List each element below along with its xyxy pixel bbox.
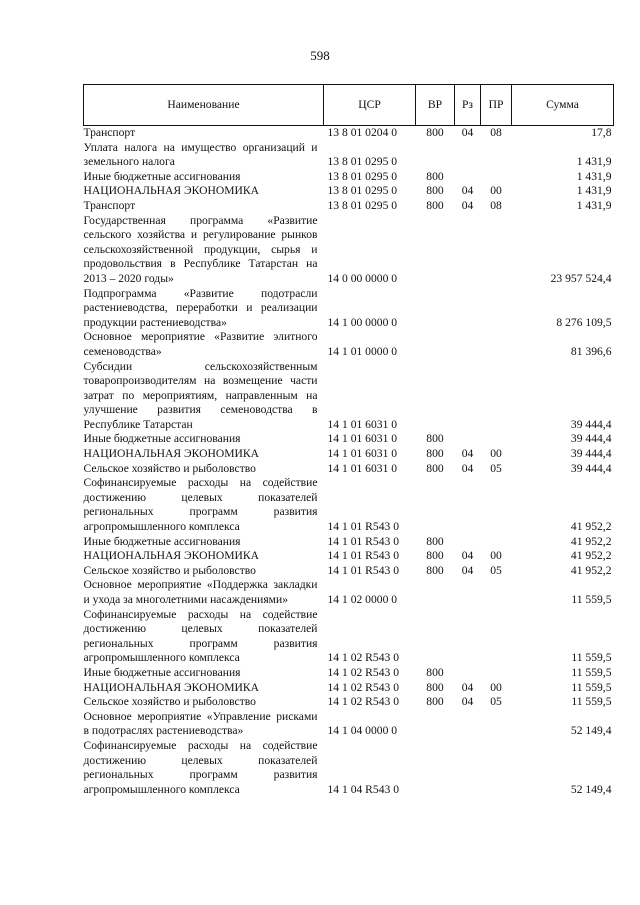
cell-pr <box>481 710 512 739</box>
cell-sum: 41 952,2 <box>570 563 612 577</box>
cell-sum: 41 952,2 <box>570 549 612 563</box>
cell-name: Иные бюджетные ассигнования <box>83 665 241 679</box>
table-row <box>84 578 614 607</box>
table-row <box>84 476 614 534</box>
table-row <box>84 360 614 433</box>
table-row <box>84 564 614 579</box>
table-row <box>84 214 614 287</box>
cell-pr: 00 <box>490 549 502 563</box>
cell-sum: 39 444,4 <box>570 461 612 475</box>
cell-csr: 14 1 01 6031 0 <box>327 461 398 475</box>
cell-name: Иные бюджетные ассигнования <box>83 169 241 183</box>
cell-csr: 14 1 00 0000 0 <box>327 315 398 329</box>
cell-csr: 14 0 00 0000 0 <box>327 271 398 285</box>
header-rz: Рз <box>455 85 481 126</box>
cell-sum: 17,8 <box>591 126 612 139</box>
cell-pr <box>481 666 512 681</box>
cell-csr: 14 1 01 R543 0 <box>327 549 399 563</box>
cell-vr: 800 <box>426 695 444 709</box>
table-row <box>84 184 614 199</box>
cell-pr: 08 <box>490 198 502 212</box>
cell-sum: 11 559,5 <box>571 665 612 679</box>
cell-vr: 800 <box>426 432 444 446</box>
cell-rz <box>455 170 481 185</box>
cell-rz <box>455 476 481 534</box>
header-vr: ВР <box>416 85 455 126</box>
cell-vr: 800 <box>426 447 444 461</box>
cell-vr <box>416 330 455 359</box>
table-row <box>84 330 614 359</box>
cell-rz <box>455 578 481 607</box>
cell-csr: 14 1 02 R543 0 <box>327 665 399 679</box>
cell-rz <box>455 739 481 797</box>
cell-pr: 05 <box>490 563 502 577</box>
cell-vr: 800 <box>426 461 444 475</box>
table-row <box>84 549 614 564</box>
header-sum: Сумма <box>512 85 614 126</box>
cell-csr: 14 1 01 6031 0 <box>327 432 398 446</box>
cell-pr: 05 <box>490 461 502 475</box>
cell-vr: 800 <box>426 534 444 548</box>
cell-pr <box>481 330 512 359</box>
cell-sum: 52 149,4 <box>570 724 612 738</box>
table-row <box>84 126 614 141</box>
cell-sum: 1 431,9 <box>576 184 612 198</box>
table-row <box>84 432 614 447</box>
cell-csr: 14 1 02 R543 0 <box>327 695 399 709</box>
cell-rz: 04 <box>461 461 474 475</box>
page-number: 598 <box>310 48 330 63</box>
cell-vr: 800 <box>426 126 444 139</box>
cell-pr <box>481 141 512 170</box>
cell-vr <box>416 578 455 607</box>
cell-pr <box>481 608 512 666</box>
table-row <box>84 608 614 666</box>
table-row <box>84 199 614 214</box>
cell-csr: 14 1 01 R543 0 <box>327 534 399 548</box>
cell-rz: 04 <box>461 198 474 212</box>
cell-sum: 52 149,4 <box>570 782 612 796</box>
cell-pr <box>481 432 512 447</box>
header-csr: ЦСР <box>324 85 416 126</box>
cell-pr <box>481 170 512 185</box>
cell-name: НАЦИОНАЛЬНАЯ ЭКОНОМИКА <box>83 680 260 694</box>
cell-rz <box>455 360 481 433</box>
cell-rz <box>455 666 481 681</box>
cell-csr: 14 1 02 R543 0 <box>327 651 399 665</box>
table-row <box>84 447 614 462</box>
cell-vr <box>416 710 455 739</box>
cell-vr: 800 <box>426 563 444 577</box>
cell-vr: 800 <box>426 184 444 198</box>
cell-sum: 39 444,4 <box>570 432 612 446</box>
cell-name: Транспорт <box>83 126 136 139</box>
cell-pr <box>481 360 512 433</box>
cell-rz: 04 <box>461 447 474 461</box>
table-body <box>84 126 614 798</box>
cell-csr: 14 1 02 R543 0 <box>327 680 399 694</box>
cell-pr: 00 <box>490 680 502 694</box>
cell-name: Основное мероприятие «Поддержка закладки и ухода за многолетними насаждениями» <box>83 578 318 606</box>
cell-pr <box>481 535 512 550</box>
cell-csr: 13 8 01 0295 0 <box>327 155 398 169</box>
cell-name: Софинансируемые расходы на содействие достижению целевых показателей региональных программ развития агропромышленного комплекса <box>83 476 318 534</box>
cell-vr <box>416 739 455 797</box>
cell-vr <box>416 360 455 433</box>
cell-name: Сельское хозяйство и рыболовство <box>83 461 256 475</box>
cell-pr: 00 <box>490 447 502 461</box>
cell-rz: 04 <box>461 680 474 694</box>
cell-csr: 14 1 01 R543 0 <box>327 563 399 577</box>
cell-csr: 14 1 01 R543 0 <box>327 520 399 534</box>
cell-pr <box>481 214 512 287</box>
cell-name: Софинансируемые расходы на содействие достижению целевых показателей региональных программ развития агропромышленного комплекса <box>83 738 318 796</box>
cell-name: Сельское хозяйство и рыболовство <box>83 563 256 577</box>
cell-sum: 11 559,5 <box>571 695 612 709</box>
budget-table <box>83 84 614 797</box>
cell-name: НАЦИОНАЛЬНАЯ ЭКОНОМИКА <box>83 447 260 461</box>
header-pr: ПР <box>481 85 512 126</box>
cell-name: Основное мероприятие «Управление рисками в подотраслях растениеводства» <box>83 709 318 738</box>
cell-rz: 04 <box>461 695 474 709</box>
cell-sum: 11 559,5 <box>571 593 612 606</box>
cell-vr <box>416 141 455 170</box>
table-row <box>84 462 614 477</box>
table-row <box>84 287 614 331</box>
cell-rz <box>455 141 481 170</box>
cell-name: Иные бюджетные ассигнования <box>83 534 241 548</box>
table-row <box>84 141 614 170</box>
cell-csr: 14 1 02 0000 0 <box>327 593 398 606</box>
cell-vr <box>416 476 455 534</box>
cell-pr: 00 <box>490 184 502 198</box>
cell-name: НАЦИОНАЛЬНАЯ ЭКОНОМИКА <box>83 549 260 563</box>
cell-csr: 14 1 04 0000 0 <box>327 724 398 738</box>
cell-csr: 13 8 01 0204 0 <box>327 126 398 139</box>
table-row <box>84 666 614 681</box>
cell-vr <box>416 608 455 666</box>
cell-pr <box>481 739 512 797</box>
cell-rz <box>455 608 481 666</box>
cell-vr <box>416 287 455 331</box>
cell-rz: 04 <box>461 126 474 139</box>
cell-vr: 800 <box>426 665 444 679</box>
cell-vr: 800 <box>426 169 444 183</box>
cell-sum: 81 396,6 <box>570 344 612 358</box>
cell-pr <box>481 476 512 534</box>
cell-name: Иные бюджетные ассигнования <box>83 432 241 446</box>
cell-vr: 800 <box>426 680 444 694</box>
cell-sum: 41 952,2 <box>570 534 612 548</box>
cell-name: Уплата налога на имущество организаций и земельного налога <box>83 140 318 169</box>
cell-csr: 14 1 04 R543 0 <box>327 782 399 796</box>
cell-csr: 13 8 01 0295 0 <box>327 184 398 198</box>
cell-name: НАЦИОНАЛЬНАЯ ЭКОНОМИКА <box>83 184 260 198</box>
cell-name: Сельское хозяйство и рыболовство <box>83 695 256 709</box>
table-row <box>84 739 614 797</box>
cell-sum: 23 957 524,4 <box>550 271 612 285</box>
cell-pr <box>481 287 512 331</box>
cell-name: Основное мероприятие «Развитие элитного семеноводства» <box>83 330 318 358</box>
cell-sum: 11 559,5 <box>571 680 612 694</box>
cell-csr: 13 8 01 0295 0 <box>327 198 398 212</box>
cell-name: Государственная программа «Развитие сельского хозяйства и регулирование рынков сельскохозяйственной продукции, сырья и продовольствия в Республике Татарстан на 2013 – 2020 годы» <box>83 213 318 285</box>
header-name: Наименование <box>84 85 324 126</box>
cell-rz <box>455 710 481 739</box>
cell-sum: 39 444,4 <box>570 417 612 431</box>
table-header-row <box>84 85 614 126</box>
cell-csr: 13 8 01 0295 0 <box>327 169 398 183</box>
table-row <box>84 695 614 710</box>
table-row <box>84 535 614 550</box>
cell-rz <box>455 287 481 331</box>
cell-rz <box>455 330 481 359</box>
cell-sum: 1 431,9 <box>576 198 612 212</box>
cell-csr: 14 1 01 6031 0 <box>327 417 398 431</box>
cell-sum: 1 431,9 <box>576 169 612 183</box>
table-row <box>84 170 614 185</box>
cell-csr: 14 1 01 0000 0 <box>327 344 398 358</box>
cell-pr: 05 <box>490 695 502 709</box>
cell-vr <box>416 214 455 287</box>
cell-sum: 41 952,2 <box>570 520 612 534</box>
table-row <box>84 710 614 739</box>
cell-name: Субсидии сельскохозяйственным товаропроизводителям на возмещение части затрат по мероприятиям, направленным на улучшение развития семеноводства в Республике Татарстан <box>83 359 318 431</box>
cell-vr: 800 <box>426 549 444 563</box>
cell-sum: 39 444,4 <box>570 447 612 461</box>
cell-name: Подпрограмма «Развитие подотрасли растениеводства, переработки и реализации продукции растениеводства» <box>83 286 318 329</box>
cell-sum: 11 559,5 <box>571 651 612 665</box>
cell-sum: 8 276 109,5 <box>556 315 612 329</box>
cell-rz: 04 <box>461 563 474 577</box>
table-row <box>84 681 614 696</box>
cell-name: Софинансируемые расходы на содействие достижению целевых показателей региональных программ развития агропромышленного комплекса <box>83 607 318 665</box>
cell-csr: 14 1 01 6031 0 <box>327 447 398 461</box>
cell-rz <box>455 432 481 447</box>
cell-rz <box>455 214 481 287</box>
cell-sum: 1 431,9 <box>576 155 612 169</box>
cell-rz <box>455 535 481 550</box>
cell-pr: 08 <box>490 126 502 139</box>
cell-pr <box>481 578 512 607</box>
cell-rz: 04 <box>461 549 474 563</box>
cell-name: Транспорт <box>83 198 136 212</box>
cell-vr: 800 <box>426 198 444 212</box>
cell-rz: 04 <box>461 184 474 198</box>
